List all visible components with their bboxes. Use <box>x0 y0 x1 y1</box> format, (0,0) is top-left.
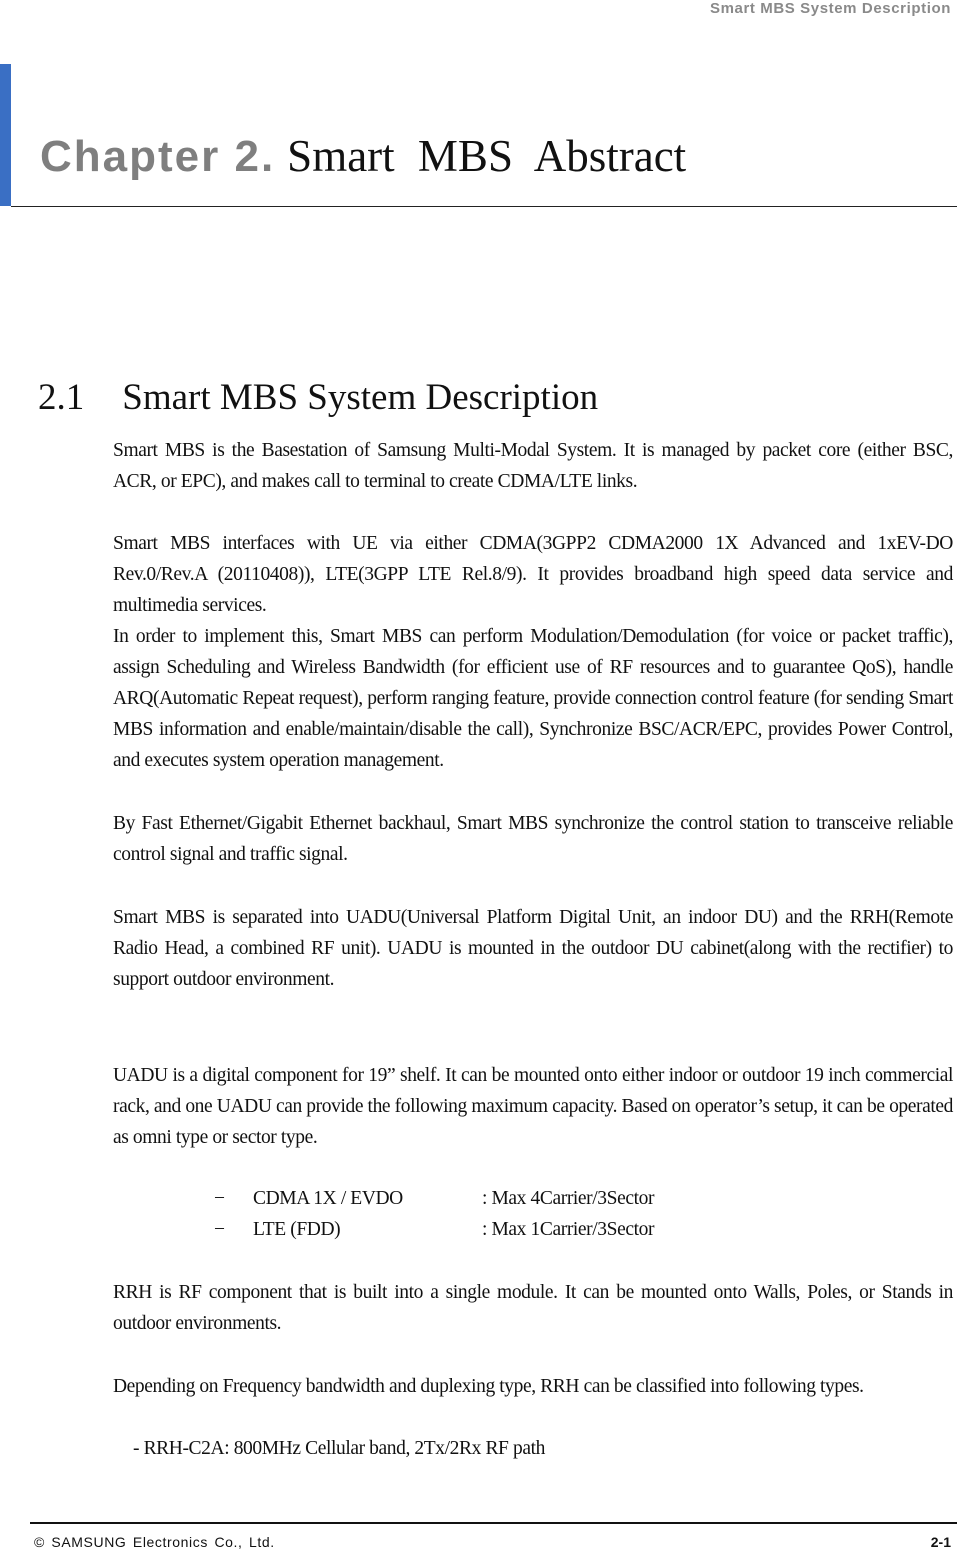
section-title: Smart MBS System Description <box>122 377 599 418</box>
rrh-type-item: - RRH-C2A: 800MHz Cellular band, 2Tx/2Rx RF path <box>133 1438 545 1459</box>
paragraph-rrh: RRH is RF component that is built into a single module. It can be mounted onto Walls, Poles, or Stands in outdoor environments. <box>113 1282 953 1334</box>
chapter-accent-bar <box>0 64 11 206</box>
chapter-name: Smart MBS Abstract <box>287 131 687 181</box>
list-dash: − <box>214 1188 225 1209</box>
page-number: 2-1 <box>930 1534 951 1550</box>
chapter-label: Chapter 2. <box>40 132 276 181</box>
list-label: CDMA 1X / EVDO <box>253 1188 403 1209</box>
chapter-title <box>40 130 686 182</box>
list-dash: − <box>214 1219 225 1240</box>
section-heading <box>38 376 598 419</box>
paragraph-functions: In order to implement this, Smart MBS can perform Modulation/Demodulation (for voice or packet traffic), assign Scheduling and Wireless Bandwidth (for efficient use of RF resources and to guarantee QoS), handle ARQ(Automatic Repeat request), perform ranging feature, provide connection control feature (for sending Smart MBS information and enable/maintain/disable the call), Synchronize BSC/ACR/EPC, provides Power Control, and executes system operation management. <box>113 626 953 771</box>
chapter-divider <box>11 206 957 207</box>
list-label: LTE (FDD) <box>253 1219 341 1240</box>
list-item <box>214 1183 654 1214</box>
paragraph-intro: Smart MBS is the Basestation of Samsung Multi-Modal System. It is managed by packet core (either BSC, ACR, or EPC), and makes call to terminal to create CDMA/LTE links. <box>113 440 953 492</box>
paragraph-interfaces: Smart MBS interfaces with UE via either CDMA(3GPP2 CDMA2000 1X Advanced and 1xEV-DO Rev.0/Rev.A (20110408)), LTE(3GPP LTE Rel.8/9). It provides broadband high speed data service and multimedia services. <box>113 533 953 616</box>
section-number: 2.1 <box>38 377 85 418</box>
list-value: : Max 4Carrier/3Sector <box>482 1188 655 1209</box>
footer-divider <box>30 1522 957 1524</box>
paragraph-backhaul: By Fast Ethernet/Gigabit Ethernet backhaul, Smart MBS synchronize the control station to transceive reliable control signal and traffic signal. <box>113 813 953 865</box>
paragraph-uadu: UADU is a digital component for 19” shelf. It can be mounted onto either indoor or outdoor 19 inch commercial rack, and one UADU can provide the following maximum capacity. Based on operator’s setup, it can be operated as omni type or sector type. <box>113 1065 953 1148</box>
paragraph-rrh-types: Depending on Frequency bandwidth and duplexing type, RRH can be classified into following types. <box>113 1376 864 1397</box>
list-item <box>214 1214 654 1245</box>
list-value: : Max 1Carrier/3Sector <box>482 1219 655 1240</box>
paragraph-structure: Smart MBS is separated into UADU(Universal Platform Digital Unit, an indoor DU) and the RRH(Remote Radio Head, a combined RF unit). UADU is mounted in the outdoor DU cabinet(along with the rectifier) to support outdoor environment. <box>113 907 953 990</box>
footer-copyright: © SAMSUNG Electronics Co., Ltd. <box>34 1534 275 1550</box>
running-header: Smart MBS System Description <box>709 0 951 17</box>
